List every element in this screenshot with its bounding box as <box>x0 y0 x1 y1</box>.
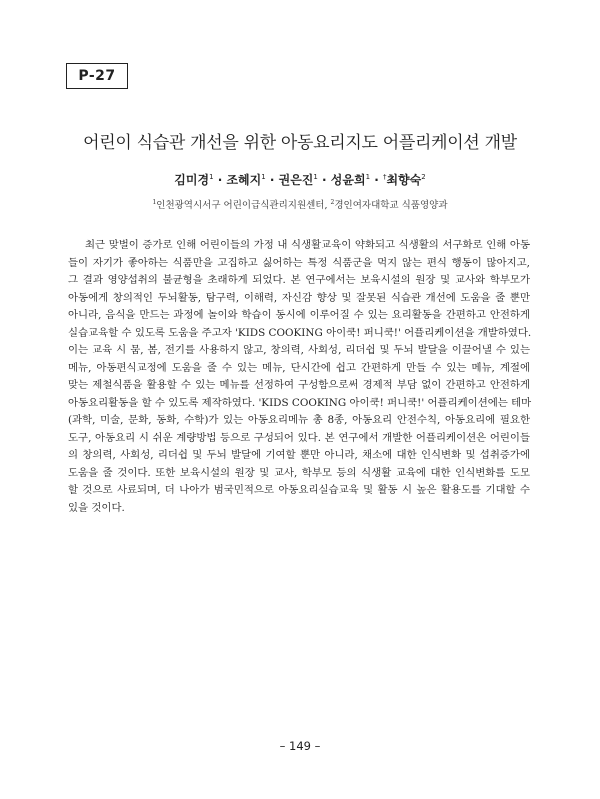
author-name: 성윤희$^1$ <box>330 173 371 187</box>
abstract-body <box>68 237 530 517</box>
page-number: – 149 – <box>279 739 321 753</box>
affiliations <box>0 197 600 211</box>
abstract-line: (과학, 미술, 문화, 동화, 수학)가 있는 아동요리메뉴 총 8종, 아동요리 안전수칙, 아동요리에 필요한 <box>68 414 530 426</box>
abstract-line: 맞는 제철식품을 활용할 수 있는 메뉴를 선정하여 구성함으로써 경제적 부담 없이 간편하고 안전하게 <box>68 379 530 391</box>
author-separator: · <box>265 173 279 187</box>
author-affiliation-mark: 1 <box>261 173 266 181</box>
abstract-line: 메뉴, 아동편식교정에 도움을 줄 수 있는 메뉴, 단시간에 쉽고 간편하게 만들 수 있는 메뉴, 계절에 <box>68 361 530 374</box>
author-list <box>0 171 600 188</box>
abstract-line: 도구, 아동요리 시 쉬운 계량방법 등으로 구성되어 있다. 본 연구에서 개발한 어플리케이션은 어린이들 <box>68 431 530 444</box>
abstract-line: 실습교육할 수 있도록 도움을 주고자 'KIDS COOKING 아이쿡! 퍼니쿡!' 어플리케이션을 개발하였다. <box>68 326 532 339</box>
poster-number-badge: P-27 <box>66 63 128 89</box>
author-name: 조혜지$^1$ <box>226 173 266 187</box>
author-name: 권은진$^1$ <box>278 173 318 187</box>
author-affiliation-mark: 1 <box>365 173 371 181</box>
affiliation-item: $^1$인천광역시서구 어린이급식관리지원센터, <box>152 198 328 211</box>
abstract-line: 할 것으로 사료되며, 더 나아가 범국민적으로 아동요리실습교육 및 활동 시 높은 활용도를 기대할 수 <box>68 484 530 496</box>
abstract-line: 이는 교육 시 뭄, 봄, 전기를 사용하지 않고, 창의력, 사회성, 리더쉽 및 두뇌 발달을 이끌어낼 수 있는 <box>68 344 530 356</box>
author-separator: · <box>370 173 383 187</box>
abstract-line: 의 창의력, 사회성, 리더쉽 및 두뇌 발달에 기여할 뿐만 아니라, 채소에 대한 인식변화 및 섭취증가에 <box>68 449 530 461</box>
author-separator: · <box>317 173 331 187</box>
abstract-line: 들이 자기가 좋아하는 식품만을 고집하고 싫어하는 특정 식품군을 먹지 않는 편식 행동이 많아지고, <box>68 256 530 269</box>
abstract-line: 아니라, 음식을 만드는 과정에 놀이와 학습이 동시에 이루어질 수 있는 요리활동을 간편하고 안전하게 <box>68 309 530 321</box>
paper-title: 어린이 식습관 개선을 위한 아동요리지도 어플리케이션 개발 <box>83 133 517 153</box>
abstract-line: 도움을 줄 것이다. 또한 보육시설의 원장 및 교사, 학부모 등의 식생활 교육에 대한 인식변화를 도모 <box>68 466 530 479</box>
author-separator: · <box>213 173 227 187</box>
author-affiliation-mark: 1 <box>209 173 214 181</box>
author-name: 김미경$^1$ <box>174 173 214 187</box>
affiliation-item: $^2$경인여자대학교 식품영양과 <box>330 198 448 211</box>
corresponding-mark: † <box>382 173 387 181</box>
abstract-line: 있을 것이다. <box>68 501 125 514</box>
author-affiliation-mark: 1 <box>313 173 318 181</box>
author-affiliation-mark: 2 <box>421 173 426 181</box>
abstract-line: 그 결과 영양섭취의 불균형을 초래하게 되었다. 본 연구에서는 보육시설의 원장 및 교사와 학부모가 <box>68 274 530 286</box>
abstract-line: 최근 맞벌이 증가로 인해 어린이들의 가정 내 식생활교육이 약화되고 식생활의 서구화로 인해 아동 <box>85 239 530 251</box>
abstract-line: 아동에게 창의적인 두뇌활동, 탐구력, 이해력, 자신감 향상 및 잘못된 식습관 개선에 도움을 줄 뿐만 <box>68 291 530 304</box>
abstract-line: 아동요리활동을 할 수 있도록 제작하였다. 'KIDS COOKING 아이쿡! 퍼니쿡!' 어플리케이션에는 테마 <box>68 396 532 409</box>
author-name: †최향숙$^2$ <box>382 173 426 187</box>
